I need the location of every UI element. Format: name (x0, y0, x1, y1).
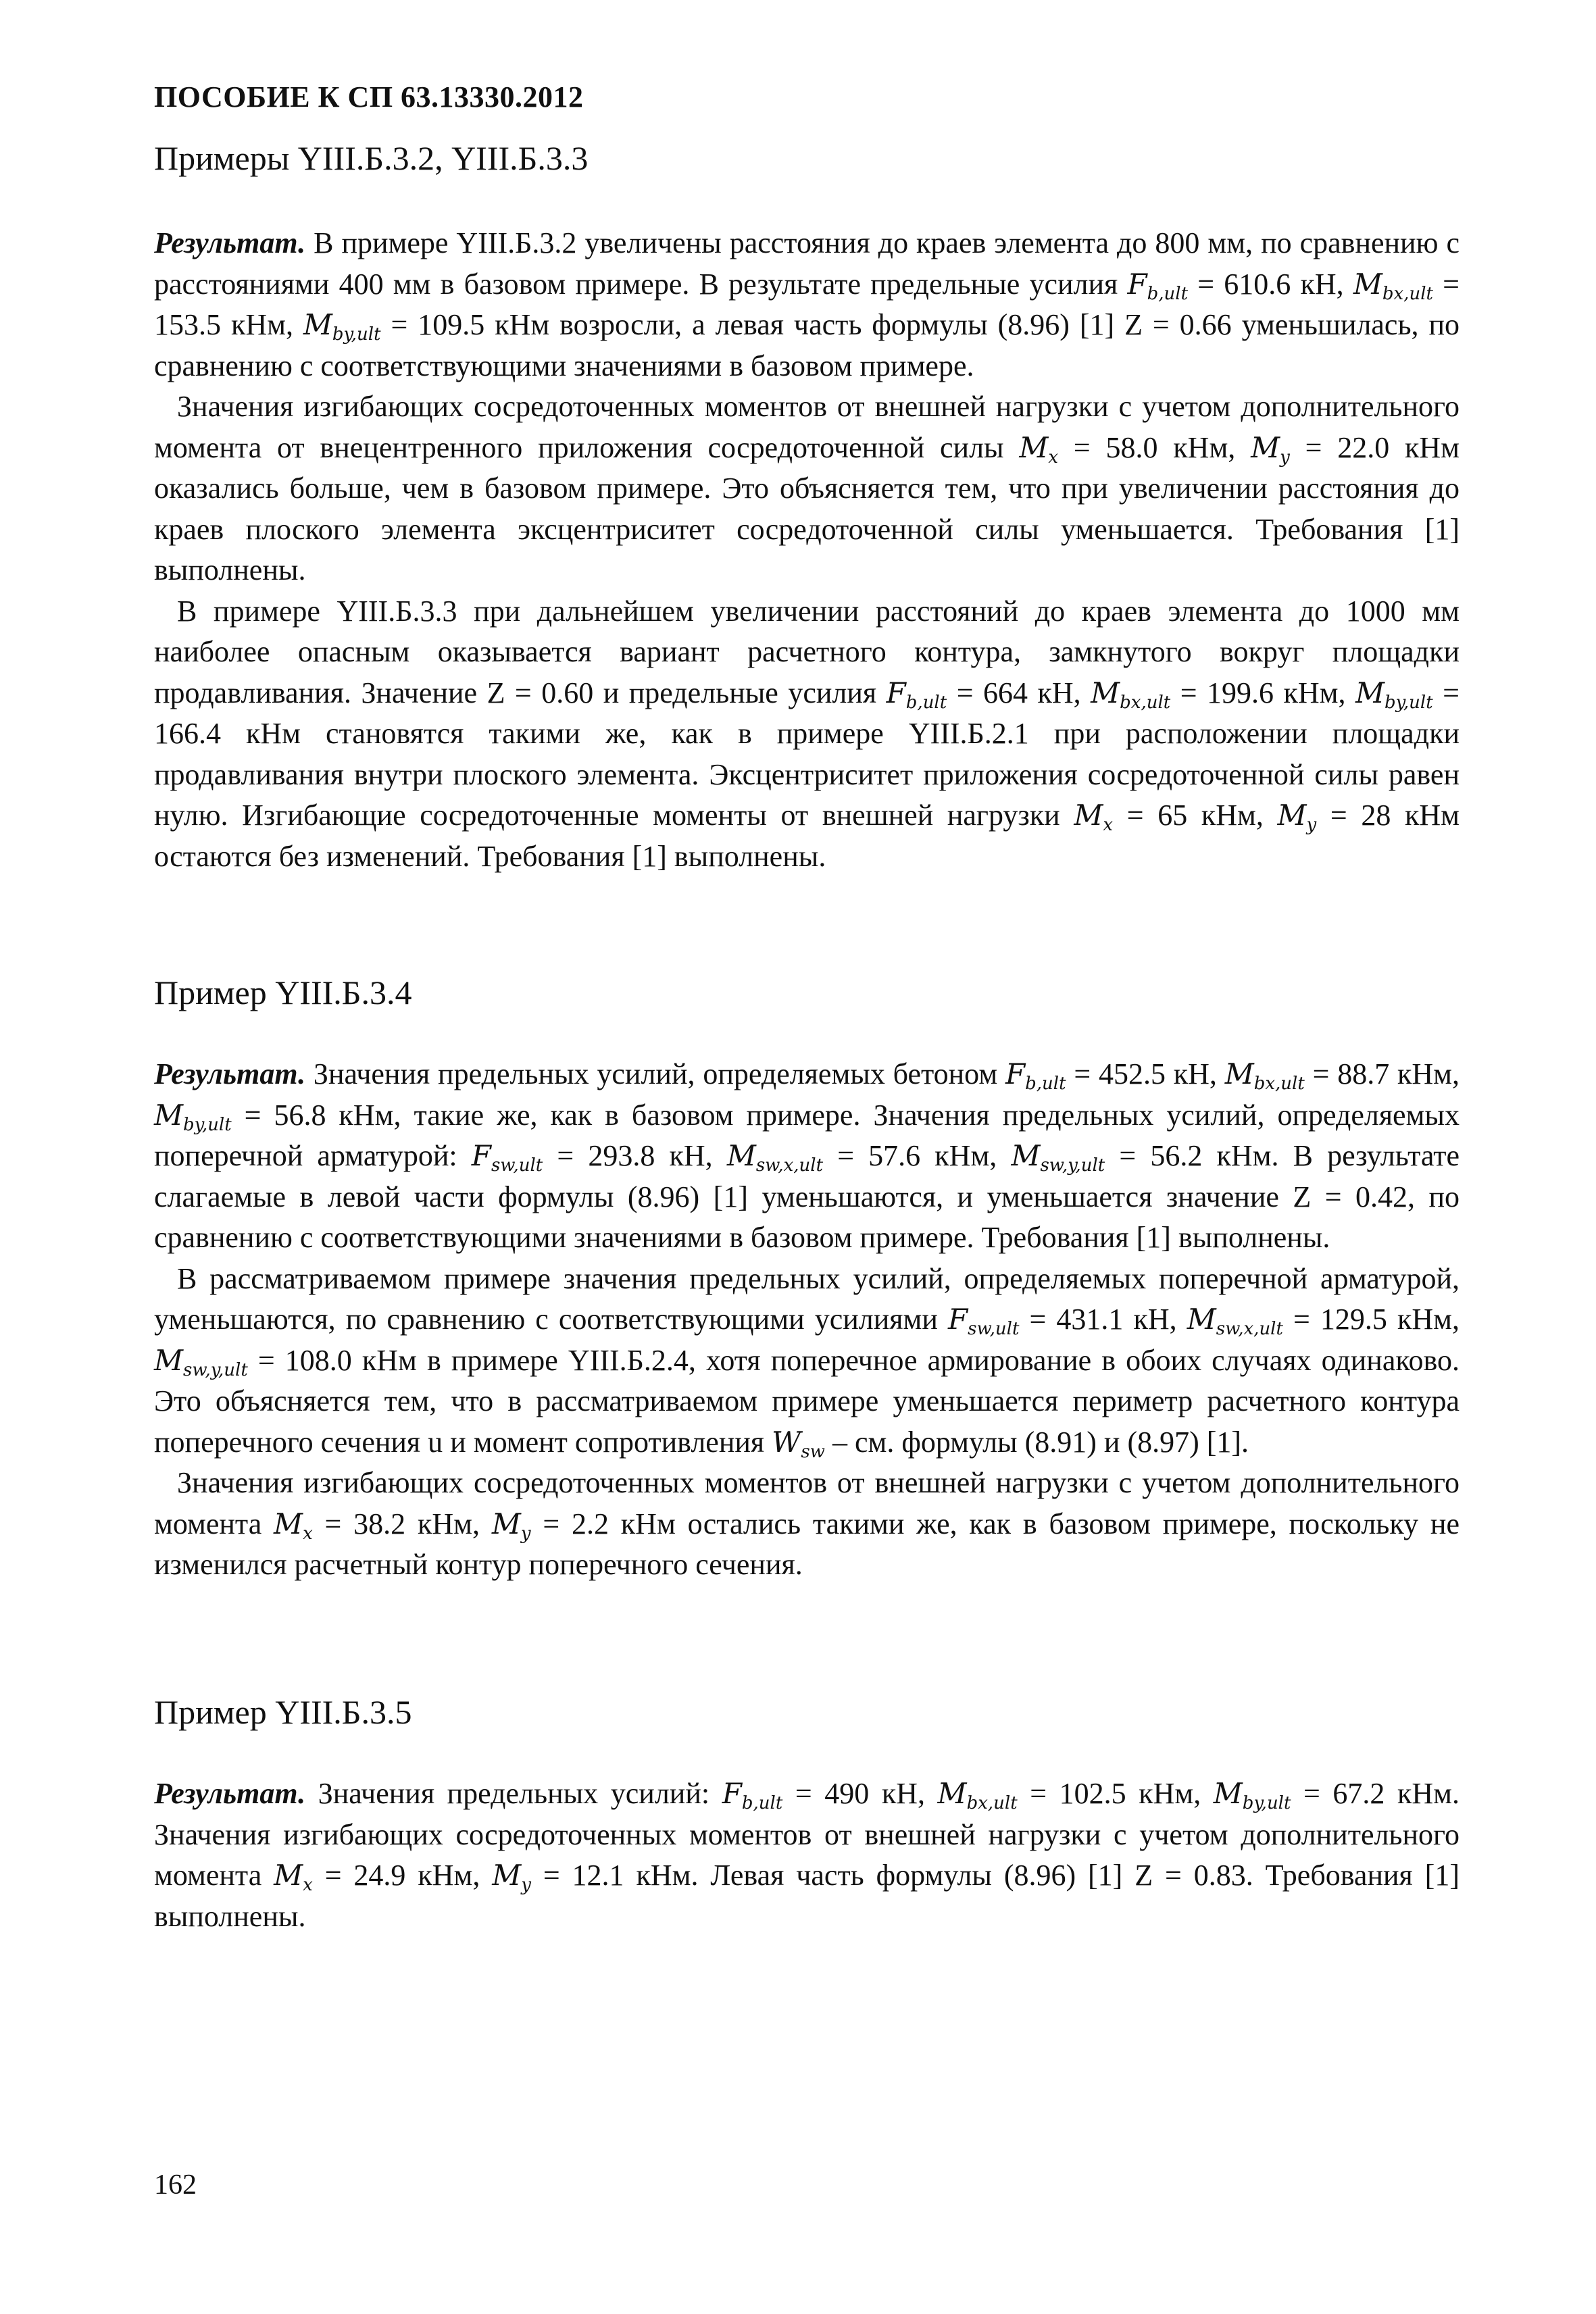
paragraph-text: Значения изгибающих сосредоточенных моментов от внешней нагрузки с учетом дополнительного момента $M_x = 38.2$ кНм, $M_y = 2.2$ кНм остались такими же, как в базовом примере, поскольку не изменился расчетный контур поперечного сечения. (154, 1466, 1460, 1581)
paragraph (154, 223, 1460, 386)
result-lead: Результат. (154, 226, 306, 259)
paragraph-text: Значения предельных усилий, определяемых бетоном $F_{b,ult} = 452.5$ кН, $M_{bx,ult} = 88.7$ кНм, $M_{by,ult} = 56.8$ кНм, такие же, как в базовом примере. Значения предельных усилий, определяемых поперечной арматурой: $F_{sw,ult} = 293.8$ кН, $M_{sw,x,ult} = 57.6$ кНм, $M_{sw,y,ult} = 56.2$ кНм. В результате слагаемые в левой части формулы (8.96) [1] уменьшаются, и уменьшается значение Z = 0.42, по сравнению с соответствующими значениями в базовом примере. Требования [1] выполнены. (154, 1057, 1460, 1254)
paragraph-text: В рассматриваемом примере значения предельных усилий, определяемых поперечной арматурой, уменьшаются, по сравнению с соответствующими усилиями $F_{sw,ult} = 431.1$ кН, $M_{sw,x,ult} = 129.5$ кНм, $M_{sw,y,ult} = 108.0$ кНм в примере YIII.Б.2.4, хотя поперечное армирование в обоих случаях одинаково. Это объясняется тем, что в рассматриваемом примере уменьшается периметр расчетного контура поперечного сечения u и момент сопротивления $W_{sw}$ – см. формулы (8.91) и (8.97) [1]. (154, 1261, 1460, 1462)
section-3-body (154, 1774, 1460, 1937)
section-1-body (154, 223, 1460, 877)
section-heading-1: Примеры YIII.Б.3.2, YIII.Б.3.3 (154, 139, 589, 177)
section-2-body (154, 1054, 1460, 1586)
paragraph (154, 591, 1460, 878)
paragraph (154, 1463, 1460, 1586)
section-heading-3: Пример YIII.Б.3.5 (154, 1693, 412, 1731)
section-heading-2: Пример YIII.Б.3.4 (154, 974, 412, 1011)
result-lead: Результат. (154, 1777, 306, 1810)
paragraph (154, 1054, 1460, 1259)
paragraph (154, 1259, 1460, 1463)
document-page (154, 0, 1460, 2314)
paragraph-text: Значения изгибающих сосредоточенных моментов от внешней нагрузки с учетом дополнительного момента от внецентренного приложения сосредоточенной силы $M_x = 58.0$ кНм, $M_y = 22.0$ кНм оказались больше, чем в базовом примере. Это объясняется тем, что при увеличении расстояния до краев плоского элемента эксцентриситет сосредоточенной силы уменьшается. Требования [1] выполнены. (154, 390, 1460, 586)
running-header: ПОСОБИЕ К СП 63.13330.2012 (154, 80, 584, 114)
paragraph (154, 1774, 1460, 1937)
paragraph-text: В примере YIII.Б.3.3 при дальнейшем увеличении расстояний до краев элемента до 1000 мм наиболее опасным оказывается вариант расчетного контура, замкнутого вокруг площадки продавливания. Значение Z = 0.60 и предельные усилия $F_{b,ult} = 664$ кН, $M_{bx,ult} = 199.6$ кНм, $M_{by,ult} = 166.4$ кНм становятся такими же, как в примере YIII.Б.2.1 при расположении площадки продавливания внутри плоского элемента. Эксцентриситет приложения сосредоточенной силы равен нулю. Изгибающие сосредоточенные моменты от внешней нагрузки $M_x = 65$ кНм, $M_y = 28$ кНм остаются без изменений. Требования [1] выполнены. (154, 594, 1460, 873)
paragraph-text: В примере YIII.Б.3.2 увеличены расстояния до краев элемента до 800 мм, по сравнению с расстояниями 400 мм в базовом примере. В результате предельные усилия $F_{b,ult} = 610.6$ кН, $M_{bx,ult} = 153.5$ кНм, $M_{by,ult} = 109.5$ кНм возросли, а левая часть формулы (8.96) [1] Z = 0.66 уменьшилась, по сравнению с соответствующими значениями в базовом примере. (154, 226, 1460, 382)
result-lead: Результат. (154, 1057, 306, 1090)
page-number: 162 (154, 2169, 197, 2200)
paragraph (154, 386, 1460, 591)
paragraph-text: Значения предельных усилий: $F_{b,ult} = 490$ кН, $M_{bx,ult} = 102.5$ кНм, $M_{by,ult} = 67.2$ кНм. Значения изгибающих сосредоточенных моментов от внешней нагрузки с учетом дополнительного момента $M_x = 24.9$ кНм, $M_y = 12.1$ кНм. Левая часть формулы (8.96) [1] Z = 0.83. Требования [1] выполнены. (154, 1777, 1460, 1933)
